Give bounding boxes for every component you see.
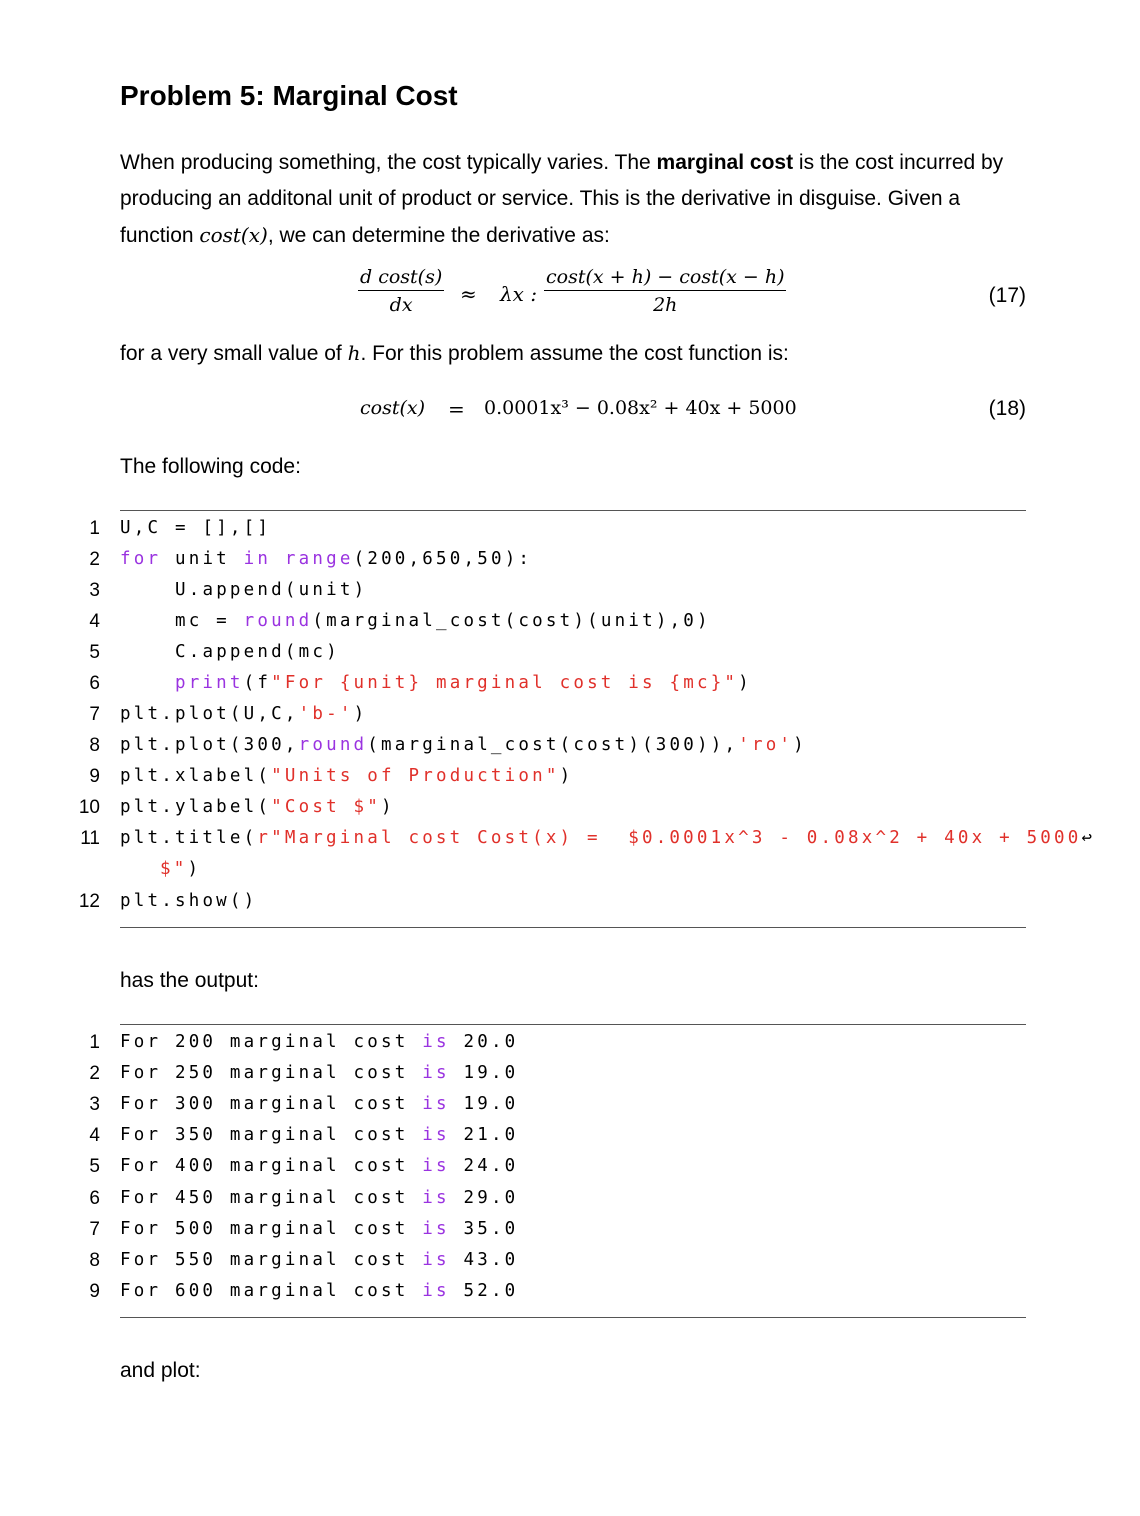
- following-code-label: The following code:: [120, 455, 301, 478]
- output-line-text: For 350 marginal cost is 21.0: [120, 1125, 519, 1146]
- intro-bold-term: marginal cost: [656, 151, 794, 174]
- output-line-text: For 200 marginal cost is 20.0: [120, 1032, 519, 1052]
- code-line-text: plt.show(): [120, 891, 258, 911]
- intro-text-1: When producing something, the cost typically varies. The: [120, 151, 657, 174]
- code-line-text: $"): [160, 859, 202, 879]
- eq17-lhs-denominator: dx: [389, 294, 413, 316]
- output-line-text: For 450 marginal cost is 29.0: [120, 1187, 519, 1208]
- code-bottom-rule: [120, 927, 1026, 928]
- output-line-text: For 550 marginal cost is 43.0: [120, 1249, 519, 1270]
- line-number: 2: [89, 549, 100, 570]
- output-line-text: For 400 marginal cost is 24.0: [120, 1156, 519, 1177]
- line-number: 8: [89, 1249, 100, 1271]
- eq18-equals: =: [448, 397, 465, 421]
- output-label: has the output:: [120, 969, 259, 992]
- after-eq17-math-h: h: [347, 341, 361, 365]
- eq17-approx-symbol: ≈: [460, 282, 477, 306]
- line-number: 9: [89, 766, 100, 787]
- eq17-lhs-numerator: d cost(s): [358, 266, 444, 291]
- intro-paragraph: [120, 145, 1026, 254]
- eq17-rhs-fraction: [544, 266, 786, 316]
- line-number: 7: [89, 1218, 100, 1240]
- code-top-rule: [120, 510, 1026, 511]
- output-bottom-rule: [120, 1317, 1026, 1318]
- code-line-text: plt.plot(300,round(marginal_cost(cost)(300)),'ro'): [120, 735, 807, 755]
- code-line-text: for unit in range(200,650,50):: [120, 549, 533, 569]
- intro-text-2: is the cost incurred by producing an additonal unit of product or service. This is the derivative in disguise. Given a function: [120, 151, 1004, 247]
- code-line-text: plt.ylabel("Cost $"): [120, 797, 395, 817]
- problem-title: Problem 5: Marginal Cost: [120, 80, 458, 111]
- line-number: 2: [89, 1063, 100, 1085]
- line-number: 12: [78, 891, 100, 912]
- eq17-lhs-fraction: [358, 266, 444, 316]
- line-number: 1: [89, 518, 100, 539]
- line-number: 9: [89, 1280, 100, 1302]
- intro-math-cost: cost(x): [199, 223, 268, 247]
- line-number: 6: [89, 673, 100, 694]
- after-eq17-paragraph: [120, 335, 1026, 372]
- eq17-rhs-numerator: cost(x + h) − cost(x − h): [544, 266, 786, 291]
- code-line-text: U,C = [],[]: [120, 518, 272, 538]
- line-number: 11: [80, 828, 100, 849]
- code-line-text: print(f"For {unit} marginal cost is {mc}"): [174, 673, 752, 693]
- line-number: 7: [89, 704, 100, 725]
- eq17-number: (17): [988, 284, 1026, 307]
- intro-text-3: , we can determine the derivative as:: [267, 224, 610, 247]
- code-line-text: U.append(unit): [174, 580, 368, 600]
- line-number: 10: [78, 797, 100, 818]
- plot-label: and plot:: [120, 1359, 201, 1382]
- after-eq17-text-2: . For this problem assume the cost function is:: [360, 342, 789, 365]
- line-number: 4: [89, 1125, 100, 1147]
- code-line-text: plt.plot(U,C,'b-'): [120, 704, 368, 724]
- output-line-text: For 250 marginal cost is 19.0: [120, 1063, 519, 1084]
- code-line-text: mc = round(marginal_cost(cost)(unit),0): [174, 611, 711, 631]
- eq18-lhs: cost(x): [360, 397, 426, 419]
- code-line-text: C.append(mc): [174, 642, 340, 662]
- eq18-number: (18): [988, 397, 1026, 420]
- code-line-text: plt.xlabel("Units of Production"): [120, 766, 574, 786]
- line-number: 5: [89, 1156, 100, 1178]
- line-number: 1: [89, 1032, 100, 1053]
- line-number: 4: [89, 611, 100, 632]
- output-line-text: For 300 marginal cost is 19.0: [120, 1094, 519, 1115]
- output-line-text: For 600 marginal cost is 52.0: [120, 1280, 519, 1301]
- line-number: 5: [89, 642, 100, 663]
- code-line-text: plt.title(r"Marginal cost Cost(x) = $0.0001x^3 - 0.08x^2 + 40x + 5000↩: [120, 828, 1093, 848]
- equation-17: [120, 266, 1026, 326]
- eq17-lambda: λx :: [500, 282, 538, 306]
- line-number: 8: [89, 735, 100, 756]
- line-number: 3: [89, 580, 100, 601]
- eq17-rhs-denominator: 2h: [653, 294, 678, 316]
- line-number: 6: [89, 1187, 100, 1209]
- after-eq17-text-1: for a very small value of: [120, 342, 348, 365]
- equation-18: [120, 395, 1026, 429]
- output-top-rule: [120, 1024, 1026, 1025]
- line-number: 3: [89, 1094, 100, 1116]
- output-line-text: For 500 marginal cost is 35.0: [120, 1218, 519, 1239]
- eq18-rhs: 0.0001x³ − 0.08x² + 40x + 5000: [484, 397, 797, 419]
